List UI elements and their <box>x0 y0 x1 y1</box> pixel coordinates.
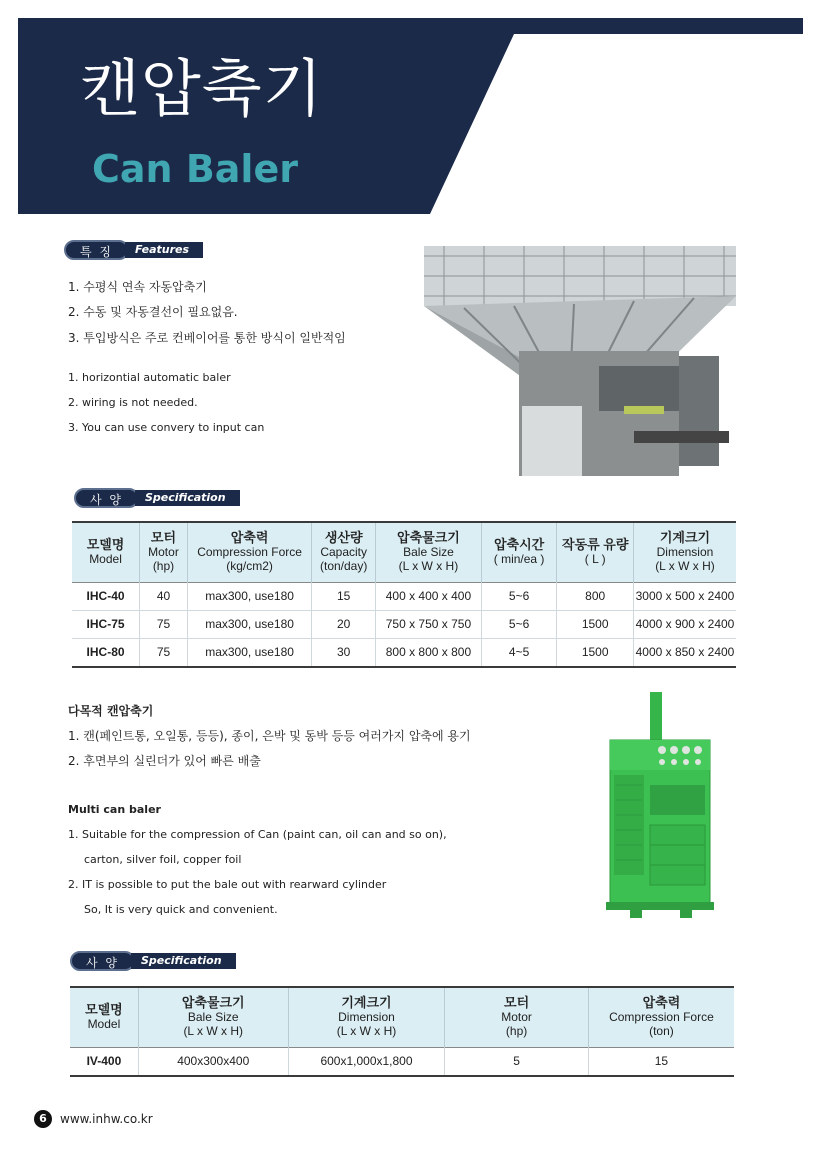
table-cell: 400 x 400 x 400 <box>376 582 482 610</box>
table-row <box>70 1047 734 1076</box>
spec1-header-dimension: 기계크기 Dimension (L x W x H) <box>633 522 736 582</box>
spec1-header-row <box>72 522 736 582</box>
table-cell: 1500 <box>557 638 634 667</box>
table-cell: 5 <box>445 1047 589 1076</box>
feature-en-1: 1. horizontial automatic baler <box>68 371 231 384</box>
feature-en-2: 2. wiring is not needed. <box>68 396 198 409</box>
table-row <box>72 610 736 638</box>
multi-ko-2: 2. 후면부의 실린더가 있어 빠른 배출 <box>68 754 261 768</box>
spec1-header-capacity: 생산량 Capacity (ton/day) <box>312 522 376 582</box>
table-cell: IHC-40 <box>72 582 140 610</box>
feature-en-3: 3. You can use convery to input can <box>68 421 265 434</box>
table-row <box>72 582 736 610</box>
page-title-korean: 캔압축기 <box>80 52 324 125</box>
spec2-header-force: 압축력 Compression Force (ton) <box>588 987 734 1047</box>
multi-en-1: 1. Suitable for the compression of Can (paint can, oil can and so on), <box>68 828 447 841</box>
table-cell: 5~6 <box>481 610 557 638</box>
table-cell: 4~5 <box>481 638 557 667</box>
spec1-header-bale-size: 압축물크기 Bale Size (L x W x H) <box>376 522 482 582</box>
table-cell: 400x300x400 <box>138 1047 288 1076</box>
spec1-tag <box>74 488 240 508</box>
spec1-tag-en: Specification <box>135 490 240 506</box>
spec1-table <box>72 521 736 668</box>
table-cell: IHC-75 <box>72 610 140 638</box>
table-cell: 750 x 750 x 750 <box>376 610 482 638</box>
spec2-header-bale-size: 압축물크기 Bale Size (L x W x H) <box>138 987 288 1047</box>
spec1-header-flow: 작동류 유량 ( L ) <box>557 522 634 582</box>
table-cell: 1500 <box>557 610 634 638</box>
multi-en-3: 2. IT is possible to put the bale out with rearward cylinder <box>68 878 387 891</box>
features-tag <box>64 240 203 260</box>
spec2-header-model: 모델명 Model <box>70 987 138 1047</box>
feature-ko-3: 3. 투입방식은 주로 컨베이어를 통한 방식이 일반적임 <box>68 331 346 345</box>
spec2-tag <box>70 951 236 971</box>
table-cell: IV-400 <box>70 1047 138 1076</box>
table-cell: max300, use180 <box>187 582 311 610</box>
page-title-english: Can Baler <box>92 147 298 191</box>
table-cell: IHC-80 <box>72 638 140 667</box>
footer <box>34 1110 153 1128</box>
table-cell: 5~6 <box>481 582 557 610</box>
table-cell: 800 x 800 x 800 <box>376 638 482 667</box>
spec2-table <box>70 986 734 1077</box>
table-cell: 40 <box>140 582 188 610</box>
website-url: www.inhw.co.kr <box>60 1112 153 1126</box>
features-tag-en: Features <box>125 242 203 258</box>
spec1-tag-ko: 사 양 <box>74 488 139 508</box>
spec2-tag-ko: 사 양 <box>70 951 135 971</box>
table-cell: 800 <box>557 582 634 610</box>
multi-title-en: Multi can baler <box>68 803 161 816</box>
features-tag-ko: 특 징 <box>64 240 129 260</box>
spec2-tag-en: Specification <box>131 953 236 969</box>
multi-en-4: So, It is very quick and convenient. <box>84 903 278 916</box>
table-cell: 4000 x 900 x 2400 <box>633 610 736 638</box>
spec1-header-force: 압축력 Compression Force (kg/cm2) <box>187 522 311 582</box>
table-cell: 3000 x 500 x 2400 <box>633 582 736 610</box>
spec2-header-row <box>70 987 734 1047</box>
multi-title-ko: 다목적 캔압축기 <box>68 704 154 718</box>
spec1-header-motor: 모터 Motor (hp) <box>140 522 188 582</box>
table-cell: 4000 x 850 x 2400 <box>633 638 736 667</box>
feature-ko-2: 2. 수동 및 자동결선이 필요없음. <box>68 305 238 319</box>
feature-ko-1: 1. 수평식 연속 자동압축기 <box>68 280 207 294</box>
table-cell: 600x1,000x1,800 <box>288 1047 445 1076</box>
table-cell: max300, use180 <box>187 638 311 667</box>
table-cell: 75 <box>140 610 188 638</box>
table-cell: 75 <box>140 638 188 667</box>
table-row <box>72 638 736 667</box>
spec2-header-dimension: 기계크기 Dimension (L x W x H) <box>288 987 445 1047</box>
spec1-header-time: 압축시간 ( min/ea ) <box>481 522 557 582</box>
multi-en-2: carton, silver foil, copper foil <box>84 853 242 866</box>
multi-ko-1: 1. 캔(페인트통, 오일통, 등등), 종이, 은박 및 동박 등등 여러가지 압축에 용기 <box>68 729 471 743</box>
spec1-header-model: 모델명 Model <box>72 522 140 582</box>
vertical-can-baler-photo <box>600 690 720 920</box>
table-cell: 15 <box>312 582 376 610</box>
page-number: 6 <box>34 1110 52 1128</box>
horizontal-can-baler-photo <box>424 246 736 486</box>
spec2-header-motor: 모터 Motor (hp) <box>445 987 589 1047</box>
table-cell: 30 <box>312 638 376 667</box>
table-cell: max300, use180 <box>187 610 311 638</box>
table-cell: 15 <box>588 1047 734 1076</box>
table-cell: 20 <box>312 610 376 638</box>
